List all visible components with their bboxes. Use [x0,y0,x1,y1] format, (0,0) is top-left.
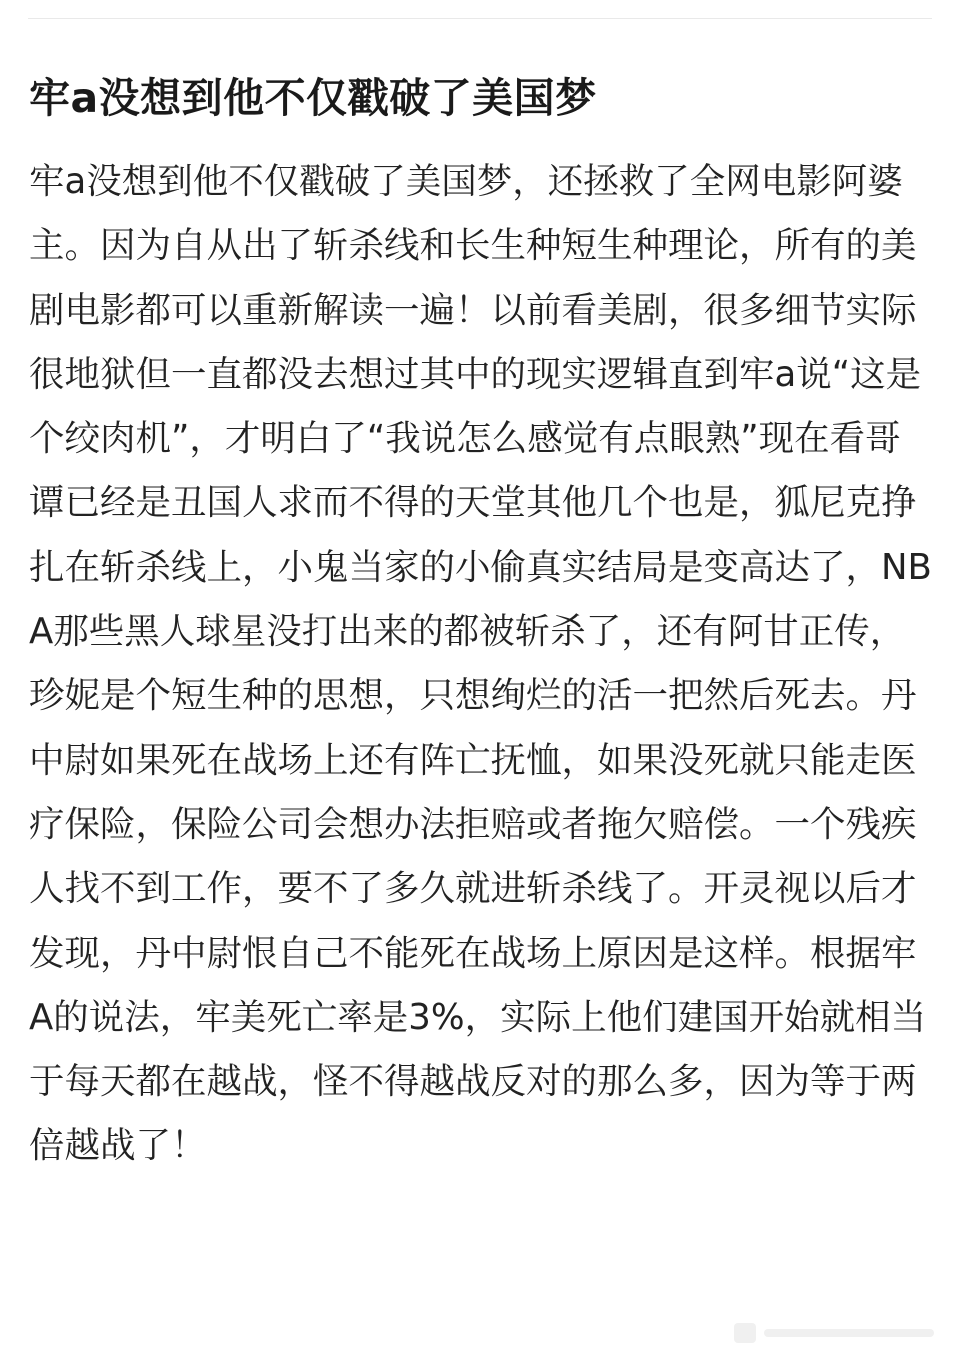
article [29,66,934,1179]
article-title: 牢a没想到他不仅戳破了美国梦 [29,74,597,122]
top-divider [28,18,932,19]
watermark-logo-icon [732,1317,942,1349]
article-body: 牢a没想到他不仅戳破了美国梦，还拯救了全网电影阿婆主。因为自从出了斩杀线和长生种短生种理论，所有的美剧电影都可以重新解读一遍！以前看美剧，很多细节实际很地狱但一直都没去想过其中的现实逻辑直到牢a说“这是个绞肉机”，才明白了“我说怎么感觉有点眼熟”现在看哥谭已经是丑国人求而不得的天堂其他几个也是，狐尼克挣扎在斩杀线上，小鬼当家的小偷真实结局是变高达了，NBA那些黑人球星没打出来的都被斩杀了，还有阿甘正传，珍妮是个短生种的思想，只想绚烂的活一把然后死去。丹中尉如果死在战场上还有阵亡抚恤，如果没死就只能走医疗保险，保险公司会想办法拒赔或者拖欠赔偿。一个残疾人找不到工作，要不了多久就进斩杀线了。开灵视以后才发现，丹中尉恨自己不能死在战场上原因是这样。根据牢A的说法，牢美死亡率是3%，实际上他们建国开始就相当于每天都在越战，怪不得越战反对的那么多，因为等于两倍越战了！ [29,161,932,1167]
